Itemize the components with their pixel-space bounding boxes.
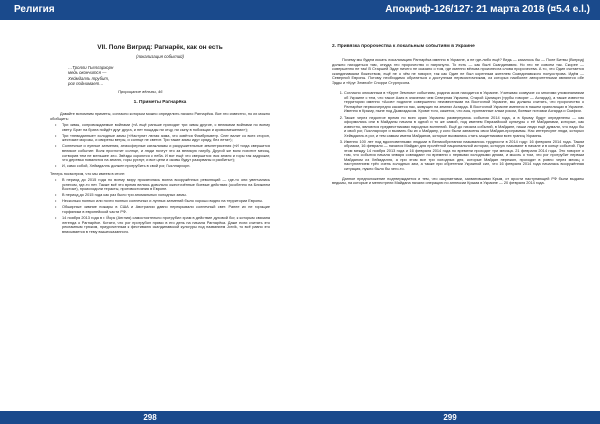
bullet-list: [50, 123, 270, 168]
left-page-content: [50, 44, 270, 408]
right-page-number: 299: [300, 411, 600, 424]
list-item: • И, само собой, Хеймдалль должен протрубить в свой рог, Гьяллархорн.: [62, 164, 270, 169]
list-item: • Несколько полных или почти полных солнечных и лунных затмений было хорошо видно на территории Европы.: [62, 199, 270, 204]
list-item: 1. Согласно описанным в «Круге Земном» событиям, родина асов находится в Украине. Учитывая созвучие со многими упоминаниями об Украине с тем, что такое Азия в значении чем Северная Украина, Старой Цалицин (трубы говорят — Асгарда), а также известно территории именно «Асов» подлине совершенно неизвестными на Восточной Украине, мы должны считать, что пророчество о Рагнарёке первоочередно касается нас, живущих на землях Асгарда. В Восточной Украине имеются в нашем хранилищах в Украине. Именно в Крыму, ныне под Дымиздасом. Кроме того, кажется, что асы, пригнанные злым роком, боевые потомки Асгарда и Скифии.: [344, 91, 584, 114]
epigraph-line: …Тролли Гьяллархорн: [68, 65, 114, 70]
left-page-number: 298: [0, 411, 300, 424]
right-page-header: Апокриф-126/127: 21 марта 2018 (¤5.4 e.l.): [300, 0, 600, 20]
epigraph-source: Прорицание вёльвы, 46: [118, 88, 163, 94]
list-item: • Три «невиданные» холодные зимы («Наступит лютая зима, что зовётся Фимбульветр. Снег валит со всех сторон, жестокие морозы, и свирепы ветры, и солнце не светит. Три такие зимы идут сряду, без лета»);: [62, 134, 270, 143]
right-page: [300, 0, 600, 424]
numbered-list: [332, 91, 584, 171]
paragraph: Теперь посмотрим, что мы имеем в итоге:: [50, 171, 126, 176]
list-item: • Солнечные и лунные затмения, атмосферные катаклизмы и разрушительные землетрясения («И тогда свершится великое событие: Волк проглотит солнце, и люди почтут это за великую пагубу. Другой же волк похитит месяц, сотворив тем не меньшее зло. Звёзды скроются с неба. И вот ещё что свершится: вся земля и горы так задрожат, что деревья повалятся на землю, горы рухнут, и все цепи и оковы будут разорваны и разбиты»);: [62, 144, 270, 162]
bullet-list: [50, 178, 270, 234]
chapter-title: VII. Поле Вигрид: Рагнарёк, как он есть: [97, 44, 223, 51]
list-item: • 14 ноября 2013 года в г. Йорк (Англия) самостоятельно протрубил храм в действие духовой бог, к которым связана легенда о Рагнарёке. Кстати, что рог протрубил прямо в его день на начала Рагнарёка. Даже если считать это рекламным трюком, приуроченным к фестивалю скандинавской культуры под названием Jorvik, то всё равно это вписывается в тему вышесказанного.: [62, 216, 270, 234]
epigraph: [68, 65, 270, 87]
paragraph: Почему мы будем искать локализацию Рагнарёка именно в Украине, а не где-либо ещё? Ведь — казалось бы — Поле Битвы (Вигрид) должно находиться там, откуда это пророчество и нагрянуло. То есть — как былt Скандинавия. Но это не совсем так. Скорее — совершенно не так! В Старшей Эдде ничего не сказано о том, где именно вёльва произнесла слова пророчества. А то, что Один считается скандинавским божеством, ещё не о чём не говорит, так как Один не был коренным жителем Скандинавского полуострова. Идём — Северной Европы. Потому необходимо обратиться к доступным первоисточникам, из которых наиболее авторитетными являются обе Эдды и «Круг Земной» Снорри Стурлусона.: [332, 58, 584, 85]
list-item: • Три зимы, сопровождаемые войнами («А ещё раньше приходят три зимы другие, с великими войнами по всему свету. Брат на брата пойдёт друг друга, и нет пощады ни отцу, ни сыну в побоищах и кровосмешении»);: [62, 123, 270, 132]
epigraph-line: Хеймдалль трубит,: [68, 75, 110, 81]
paragraph: Данное предположение подтверждается и тем, что оккупантами, захватившими Крым, от ярости наступающей РФ были выданы ведьмы, на которые и менестрели Майдана начали операцию по аннексии Крыма в Украине — 20 февраля 2014 года.: [332, 176, 584, 186]
list-item: 2. Также через недолгое время по всех краю Украины развернулись события 2014 года, а в Крыму будут определены — как оформились они в Майданы начала в одной и то же самой, под именем Евразийской культуры с её Майданами, которые, как известно, являются предвестниками народных волнений. Ещё до начала событий, в Майдане, наши люди ещё думали, что надо бы и свой рог, Гьяллархорн и вызвать бы их к Майдану, у кого были запасены свои Майдан-программы. Нас интересуют люди, которых Хеймдалль в рог, и тем самым имена Майданов, которые вызвались стать защитниками всех границ Украины.: [344, 116, 584, 139]
list-item: • Обширные зимние пожары в США и Австралии давно перекрывали солнечный свет. Ранее их не горящие торфяники в европейской части РФ.: [62, 205, 270, 214]
section-title: 1. Приметы Рагнарёка: [133, 100, 187, 106]
section-title: 2. Привязка пророчества к локальным событиям в Украине: [332, 44, 475, 49]
epigraph-line: медь окончится —: [68, 70, 107, 76]
epigraph-line: рог поднимает…: [68, 81, 104, 87]
list-item: • В период до 2015 года по всему миру прокатилась волна вооружённых революций — где-то они увенчались успехом, где-то нет. Также всё это время велись довольно ожесточённые боевые действия (особенно на Ближнем Востоке), происходили теракты, противостояния в Европе.: [62, 178, 270, 192]
right-page-content: [332, 44, 584, 408]
list-item: 3. Именно 100 лет под вдохновенными людьми в Великобритании назывались трудности в 2014 году: 16 февраля 2014 года. Таким образом, 16 февраля — начался Майдан для пролётной национальной истории, которую называют в начале и в конце событий. При этом между 14 ноября 2013 года и 16 февраля 2014 года по времени проходят три месяца. 21 февраля 2014 года. Это говорит о том, что события начала января совпадают по времени с первыми холодными днями, и мысль о том, что рог протрубит первым Майданом из Хеймдалля, а при этом все три холодных дня, которые Майдан пережил, проходят в ровно через месяц с наступлением трёх очень холодных зим, а также при обретении Украиной сил, что 16 февраля 2014 года началась вооружённая ситуация, нужно было бы чего-то.: [344, 140, 584, 172]
left-page-header: Религия: [0, 0, 300, 20]
chapter-subtitle: (локализация событий): [135, 54, 184, 59]
paragraph: Давайте вспомним приметы, согласно которым можно определить начало Рагнарёка. Все это известно, но их можно обобщить:: [50, 112, 270, 121]
list-item: • В период до 2015 года как раз было три аномальных холодных зимы.: [62, 193, 270, 198]
